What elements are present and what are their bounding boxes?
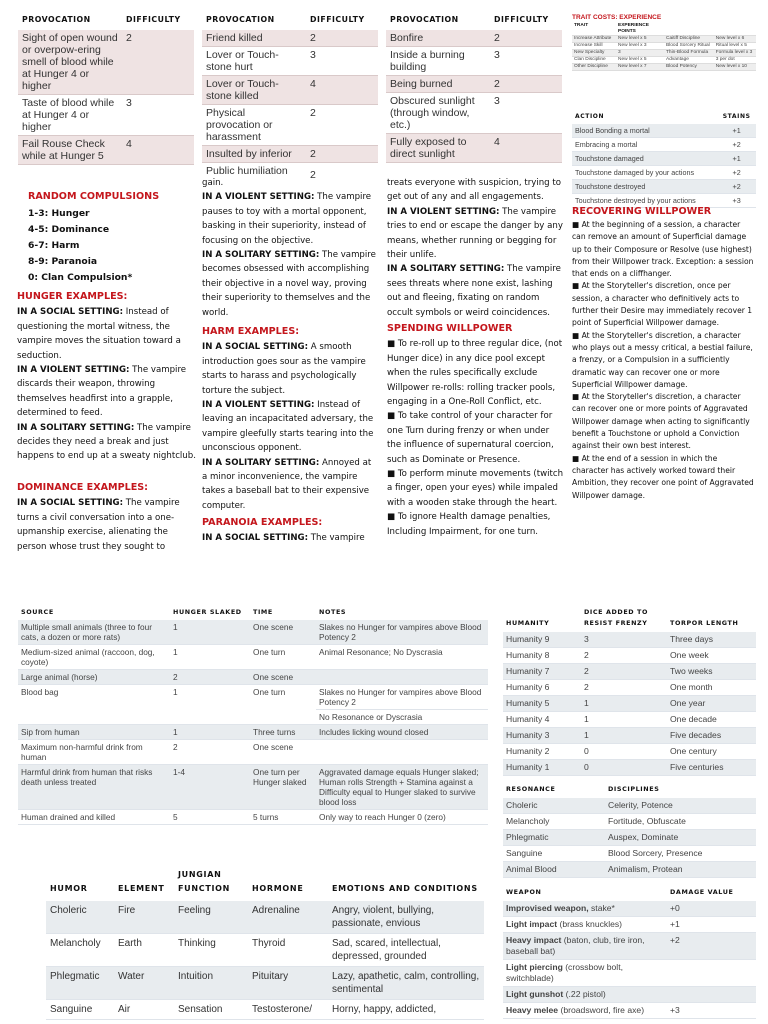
- table-row: Fail Rouse Check while at Hunger 5 4: [18, 136, 194, 165]
- col-provocation: PROVOCATION: [206, 15, 275, 24]
- table-row: Lover or Touch-stone hurt 3: [202, 47, 378, 76]
- table-row: Touchstone destroyed by your actions +3: [572, 194, 756, 208]
- hunger-examples: HUNGER EXAMPLES: IN A SOCIAL SETTING: Instead of questioning the mortal witness, the vampire moves the situation toward a seduction. IN A VIOLENT SETTING: The vampire discards their weapon, throwing themselves headfirst into a grapple, determined to feed. IN A SOLITARY SETTING: The vampire decides they need a break and just happens to end up at a sweaty nightclub.: [17, 290, 199, 464]
- resonance-table: RESONANCE DISCIPLINES Choleric Celerity, Potence Melancholy Fortitude, Obfuscate Phlegmatic Auspex, Dominate Sanguine Blood Sorcery, Presence Animal Blood Animalism, Protean: [503, 782, 756, 878]
- table-row: Choleric Fire Feeling Adrenaline Angry, violent, bullying, passionate, envious: [46, 901, 484, 934]
- table-row: Large animal (horse) 2 One scene: [18, 670, 488, 685]
- list-item: ■ At the Storyteller's discretion, once per session, a character who definitively acts to further their Desire may immediately recover 1 point of Superficial Willpower damage.: [572, 281, 753, 328]
- table-row: Humanity 3 1 Five decades: [503, 728, 756, 744]
- list-item: ■ To re-roll up to three regular dice, (not Hunger dice) in any dice pool except when the rules specifically exclude Willpower re-rolls: rolling tracker pools, engaging in a One-Roll Conflict, etc.: [387, 339, 563, 408]
- humanity-table: HUMANITY DICE ADDED TO RESIST FRENZY TORPOR LENGTH Humanity 9 3 Three days Humanity 8 2 One week Humanity 7 2 Two weeks Humanity 6 2 One month Humanity 5 1 One year Humanity 4 1 One decade Humanity 3 1 Five decades Humanity 2 0 One century Humanity 1 0 Five centuries: [503, 605, 756, 776]
- table-row: Humanity 9 3 Three days: [503, 632, 756, 648]
- table-row: Phlegmatic Water Intuition Pituitary Lazy, apathetic, calm, controlling, sentimental: [46, 967, 484, 1000]
- table-row: Light gunshot (.22 pistol): [503, 987, 756, 1003]
- table-row: Physical provocation or harassment 2: [202, 105, 378, 146]
- harm-examples: HARM EXAMPLES: IN A SOCIAL SETTING: A smooth introduction goes sour as the vampire starts to harass and psychologically torture the subject. IN A VIOLENT SETTING: Instead of leaving an incapacitated adversary, the vampire gleefully starts tearing into the unconscious opponent. IN A SOLITARY SETTING: Annoyed at a minor inconvenience, the vampire takes a baseball bat to their expensive computer.: [202, 325, 378, 513]
- table-row: Taste of blood while at Hunger 4 or higher 3: [18, 95, 194, 136]
- list-item: ■ To take control of your character for one Turn during frenzy or when under the influence of supernatural coercion, such as Dominate or Presence.: [387, 411, 554, 465]
- list-item: ■ To perform minute movements (twitch a finger, open your eyes) while impaled with a wooden stake through the heart.: [387, 469, 564, 508]
- paranoia-examples: PARANOIA EXAMPLES: IN A SOCIAL SETTING: The vampire: [202, 516, 378, 546]
- trait-costs-table: TRAIT EXPERIENCE POINTS Increase Attribute New level x 5 Caitiff Discipline New level x 6 Increase Skill New level x 3 Blood Sorcery Ritual Ritual level x 5 New Specialty 3 Thin-Blood Formula Formula level x 3 Clan Discipline New level x 5 Advantage 3 per dot Other Discipline New level x 7 Blood Potency New level x 10: [572, 23, 756, 71]
- table-row: Friend killed 2: [202, 30, 378, 47]
- table-row: No Resonance or Dyscrasia: [18, 710, 488, 725]
- list-item: ■ At the end of a session in which the character has actively worked toward their Ambition, they recover one point of Aggravated Willpower damage.: [572, 453, 754, 500]
- table-row: Humanity 4 1 One decade: [503, 712, 756, 728]
- provocation-table-hunger: [18, 12, 194, 165]
- table-row: Maximum non-harmful drink from human 2 One scene: [18, 740, 488, 765]
- table-row: Humanity 6 2 One month: [503, 680, 756, 696]
- col-difficulty: DIFFICULTY: [126, 15, 181, 24]
- spending-willpower: [387, 322, 565, 539]
- table-row: Being burned 2: [386, 76, 562, 93]
- list-item: 4-5: Dominance: [28, 224, 110, 236]
- table-row: Light piercing (crossbow bolt, switchblade): [503, 960, 756, 987]
- random-compulsions: [28, 190, 198, 286]
- table-row: Light impact (brass knuckles) +1: [503, 917, 756, 933]
- dominance-examples-cont: gain. IN A VIOLENT SETTING: The vampire pauses to toy with a mortal opponent, basking in their superiority, instead of focusing on the objective. IN A SOLITARY SETTING: The vampire becomes obsessed with accomplishing their objective in a novel way, proving their superiority to themselves and the world.: [202, 178, 376, 318]
- table-row: Humanity 2 0 One century: [503, 744, 756, 760]
- provocation-table-anger: [202, 12, 378, 183]
- list-item: ■ At the Storyteller's discretion, a character who plays out a messy critical, a bestial failure, a frenzy, or a Compulsion in a sufficiently dramatic way can recover one or more Superficial Willpower damage.: [572, 330, 753, 389]
- table-row: New Specialty 3 Thin-Blood Formula Formula level x 3: [572, 50, 756, 57]
- table-row: Heavy impact (baton, club, tire iron, baseball bat) +2: [503, 933, 756, 960]
- table-row: Touchstone destroyed +2: [572, 180, 756, 194]
- table-row: Multiple small animals (three to four cats, a dozen or more rats) 1 One scene Slakes no Hunger for vampires above Blood Potency 2: [18, 620, 488, 645]
- table-row: Sip from human 1 Three turns Includes licking wound closed: [18, 725, 488, 740]
- trait-costs-title: TRAIT COSTS: EXPERIENCE: [572, 14, 662, 21]
- stains-table: ACTION STAINS Blood Bonding a mortal +1 Embracing a mortal +2 Touchstone damaged +1 Touchstone damaged by your actions +2 Touchstone destroyed +2 Touchstone destroyed by your actions +3: [572, 110, 756, 208]
- table-row: Clan Discipline New level x 5 Advantage 3 per dot: [572, 57, 756, 64]
- table-row: Touchstone damaged by your actions +2: [572, 166, 756, 180]
- list-item: 6-7: Harm: [28, 240, 80, 252]
- list-item: ■ At the Storyteller's discretion, a character can recover one or more points of Aggravated Willpower damage when acting to significantly benefit a Touchstone or uphold a Conviction against their own best interest.: [572, 392, 750, 451]
- table-row: Humanity 8 2 One week: [503, 648, 756, 664]
- feeding-table: SOURCE HUNGER SLAKED TIME NOTES Multiple small animals (three to four cats, a dozen or more rats) 1 One scene Slakes no Hunger for vampires above Blood Potency 2 Medium-sized animal (raccoon, dog, coyote) 1 One turn Animal Resonance; No Dyscrasia Large animal (horse) 2 One scene Blood bag 1 One turn Slakes no Hunger for vampires above Blood Potency 2 No Resonance or Dyscrasia Sip from human 1 Three turns Includes licking wound closed Maximum non-harmful drink from human 2 One scene Harmful drink from human that risks death unless treated 1-4 One turn per Hunger slaked Aggravated damage equals Hunger slaked; Human rolls Strength + Stamina against a Difficulty equal to Hunger slaked to survive blood loss Human drained and killed 5 5 turns Only way to reach Hunger 0 (zero): [18, 605, 488, 825]
- list-item: 0: Clan Compulsion*: [28, 272, 133, 284]
- col-provocation: PROVOCATION: [22, 15, 91, 24]
- table-row: Increase Skill New level x 3 Blood Sorcery Ritual Ritual level x 5: [572, 43, 756, 50]
- section-heading: RECOVERING WILLPOWER: [572, 206, 712, 217]
- table-row: Improvised weapon, stake* +0: [503, 901, 756, 917]
- recovering-willpower: [572, 205, 756, 502]
- dominance-examples: DOMINANCE EXAMPLES: IN A SOCIAL SETTING: The vampire turns a civil conversation into a one-upmanship exercise, alienating the person whose trust they sought to: [17, 481, 199, 554]
- table-row: Sight of open wound or overpow-ering smell of blood while at Hunger 4 or higher 2: [18, 30, 194, 95]
- humor-table: HUMOR ELEMENT JUNGIAN FUNCTION HORMONE EMOTIONS AND CONDITIONS Choleric Fire Feeling Adrenaline Angry, violent, bullying, passionate, envious Melancholy Earth Thinking Thyroid Sad, scared, intellectual, depressed, grounded Phlegmatic Water Intuition Pituitary Lazy, apathetic, calm, controlling, sentimental Sanguine Air Sensation Testosterone/ Horny, happy, addicted,: [46, 866, 484, 1020]
- list-item: ■ To ignore Health damage penalties, Including Impairment, for one turn.: [387, 512, 551, 537]
- table-row: Increase Attribute New level x 5 Caitiff Discipline New level x 6: [572, 36, 756, 43]
- table-row: Humanity 1 0 Five centuries: [503, 760, 756, 776]
- col-difficulty: DIFFICULTY: [310, 15, 365, 24]
- table-row: Bonfire 2: [386, 30, 562, 47]
- section-heading: SPENDING WILLPOWER: [387, 323, 513, 334]
- section-heading: PARANOIA EXAMPLES:: [202, 517, 323, 528]
- table-row: Sanguine Blood Sorcery, Presence: [503, 846, 756, 862]
- list-item: 1-3: Hunger: [28, 208, 90, 220]
- table-row: Insulted by inferior 2: [202, 146, 378, 163]
- table-row: Animal Blood Animalism, Protean: [503, 862, 756, 878]
- table-row: Choleric Celerity, Potence: [503, 798, 756, 814]
- table-row: Public humiliation 2: [206, 165, 316, 181]
- table-row: Humanity 7 2 Two weeks: [503, 664, 756, 680]
- paranoia-examples-cont: treats everyone with suspicion, trying to get out of any and all engagements. IN A VIOLENT SETTING: The vampire tries to end or escape the danger by any means, whether running or begging for their unlife. IN A SOLITARY SETTING: The vampire sees threats where none exist, lashing out and fleeing, fixating on random occult symbols or weird coincidences.: [387, 178, 563, 318]
- table-row: Melancholy Earth Thinking Thyroid Sad, scared, intellectual, depressed, grounded: [46, 934, 484, 967]
- table-row: Other Discipline New level x 7 Blood Potency New level x 10: [572, 64, 756, 71]
- provocation-table-fire: [386, 12, 562, 163]
- list-item: 8-9: Paranoia: [28, 256, 98, 268]
- col-provocation: PROVOCATION: [390, 15, 459, 24]
- table-row: Heavy melee (broadsword, fire axe) +3: [503, 1003, 756, 1019]
- col-difficulty: DIFFICULTY: [494, 15, 549, 24]
- table-row: Inside a burning building 3: [386, 47, 562, 76]
- table-row: Phlegmatic Auspex, Dominate: [503, 830, 756, 846]
- weapon-table: WEAPON DAMAGE VALUE Improvised weapon, stake* +0 Light impact (brass knuckles) +1 Heavy impact (baton, club, tire iron, baseball bat) +2 Light piercing (crossbow bolt, switchblade) Light gunshot (.22 pistol) Heavy melee (broadsword, fire axe) +3: [503, 885, 756, 1019]
- list-item: ■ At the beginning of a session, a character can remove an amount of Superficial damage up to their Composure or Resolve (use highest) from their Willpower track. Exception: a session that ends on a cliffhanger.: [572, 220, 754, 279]
- table-row: Harmful drink from human that risks death unless treated 1-4 One turn per Hunger slaked Aggravated damage equals Hunger slaked; Human rolls Strength + Stamina against a Difficulty equal to Hunger slaked to survive blood loss: [18, 765, 488, 810]
- section-heading: RANDOM COMPULSIONS: [28, 191, 160, 202]
- section-heading: DOMINANCE EXAMPLES:: [17, 482, 149, 493]
- table-row: Fully exposed to direct sunlight 4: [386, 134, 562, 163]
- table-row: Medium-sized animal (raccoon, dog, coyote) 1 One turn Animal Resonance; No Dyscrasia: [18, 645, 488, 670]
- table-row: Touchstone damaged +1: [572, 152, 756, 166]
- section-heading: HARM EXAMPLES:: [202, 326, 300, 337]
- table-row: Embracing a mortal +2: [572, 138, 756, 152]
- table-row: Melancholy Fortitude, Obfuscate: [503, 814, 756, 830]
- table-row: Sanguine Air Sensation Testosterone/ Horny, happy, addicted,: [46, 1000, 484, 1020]
- trait-costs-block: [572, 14, 756, 71]
- table-row: Blood bag 1 One turn Slakes no Hunger for vampires above Blood Potency 2: [18, 685, 488, 710]
- table-row: Human drained and killed 5 5 turns Only way to reach Hunger 0 (zero): [18, 810, 488, 825]
- table-row: Obscured sunlight (through window, etc.) 3: [386, 93, 562, 134]
- table-row: Blood Bonding a mortal +1: [572, 124, 756, 138]
- table-row: Lover or Touch-stone killed 4: [202, 76, 378, 105]
- section-heading: HUNGER EXAMPLES:: [17, 291, 128, 302]
- table-row: Humanity 5 1 One year: [503, 696, 756, 712]
